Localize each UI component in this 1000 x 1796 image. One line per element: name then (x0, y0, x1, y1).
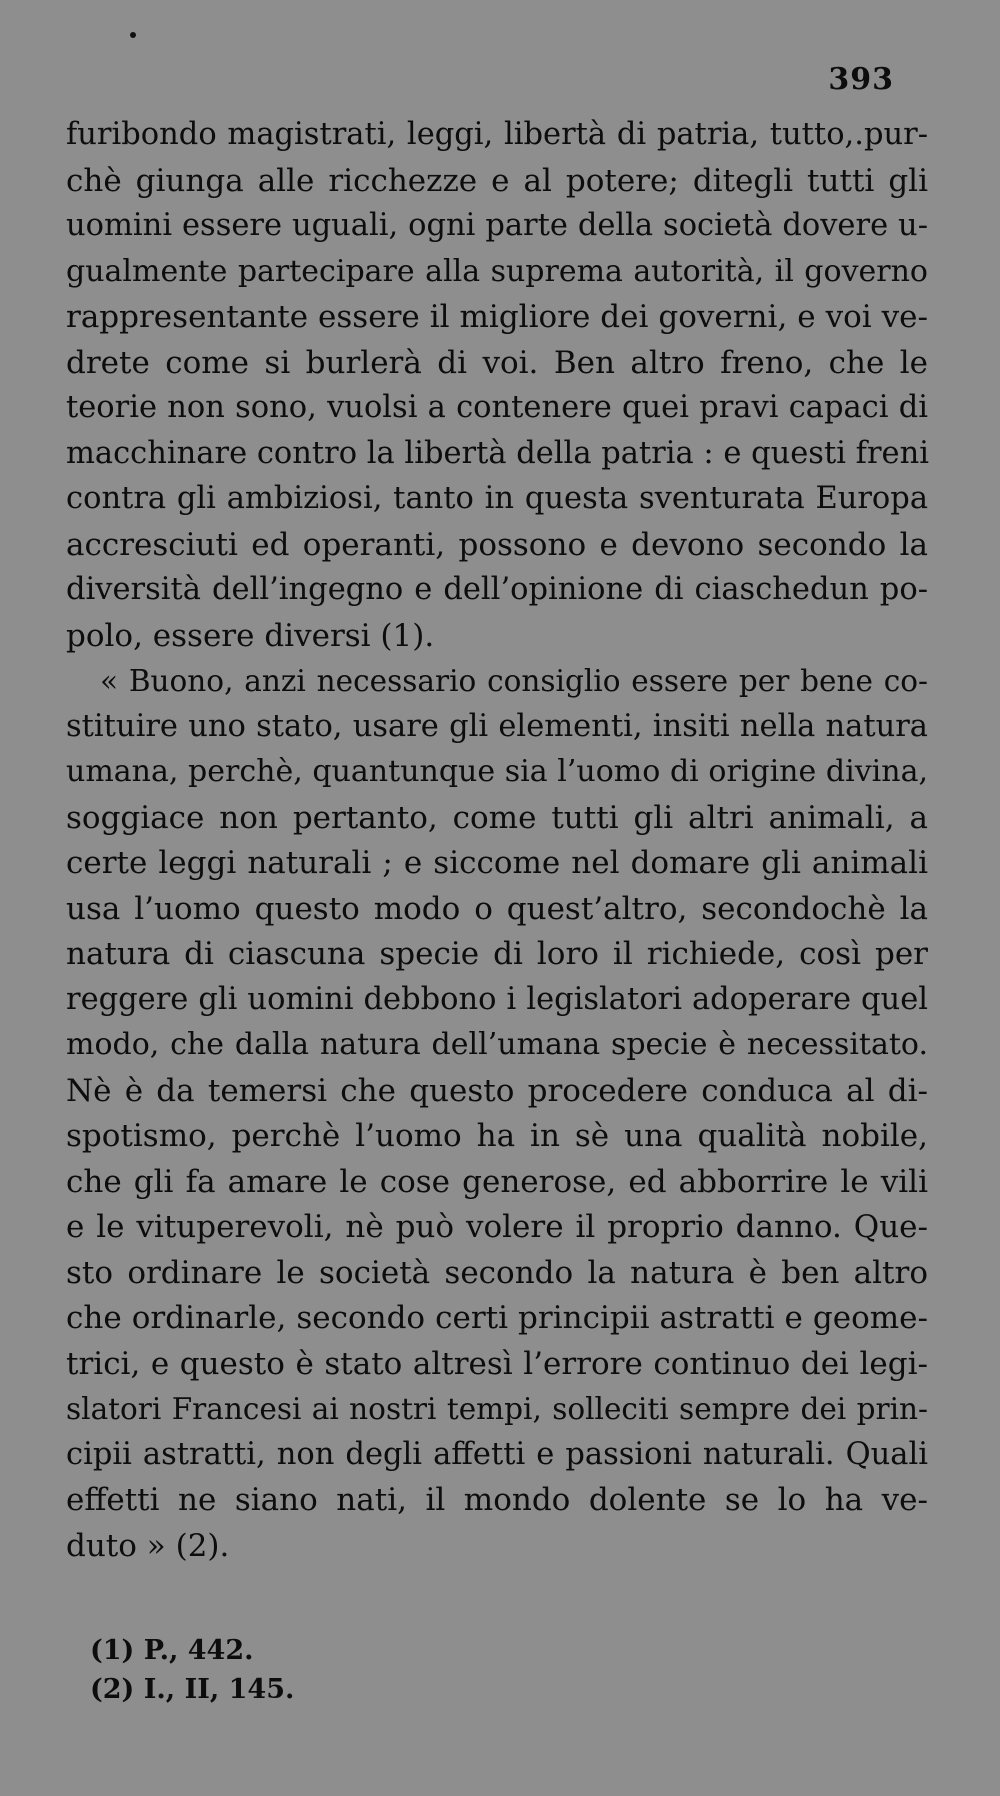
text-line: trici, e questo è stato altresì l’errore continuo dei legi- (66, 1346, 928, 1382)
text-line: uomini essere uguali, ogni parte della società dovere u- (66, 208, 928, 243)
text-line: gualmente partecipare alla suprema autorità, il governo (66, 254, 928, 289)
text-line: umana, perchè, quantunque sia l’uomo di origine divina, (66, 754, 928, 789)
text-line: certe leggi naturali ; e siccome nel domare gli animali (66, 845, 928, 881)
text-line: slatori Francesi ai nostri tempi, solleciti sempre dei prin- (66, 1392, 928, 1426)
text-line: diversità dell’ingegno e dell’opinione di ciaschedun po- (66, 572, 928, 607)
text-line: chè giunga alle ricchezze e al potere; ditegli tutti gli (66, 163, 928, 199)
text-line: che ordinarle, secondo certi principii astratti e geome- (66, 1300, 928, 1336)
text-line: natura di ciascuna specie di loro il richiede, così per (66, 936, 928, 972)
text-line: macchinare contro la libertà della patria : e questi freni (66, 436, 929, 471)
footnote: (2) I., II, 145. (90, 1674, 295, 1705)
text-line: e le vituperevoli, nè può volere il proprio danno. Que- (66, 1209, 928, 1245)
text-line: effetti ne siano nati, il mondo dolente se lo ha ve- (66, 1482, 928, 1518)
text-line: polo, essere diversi (1). (66, 618, 435, 654)
text-line: soggiace non pertanto, come tutti gli altri animali, a (66, 800, 928, 836)
page-number: 393 (828, 62, 894, 97)
text-line: contra gli ambiziosi, tanto in questa sventurata Europa (66, 481, 928, 516)
text-line: che gli fa amare le cose generose, ed abborrire le vili (66, 1164, 928, 1200)
text-line: modo, che dalla natura dell’umana specie è necessitato. (66, 1027, 928, 1062)
text-line: accresciuti ed operanti, possono e devono secondo la (66, 527, 928, 563)
text-line: sto ordinare le società secondo la natura è ben altro (66, 1255, 928, 1291)
footnote: (1) P., 442. (90, 1635, 254, 1666)
text-line: duto » (2). (66, 1528, 230, 1564)
text-line: usa l’uomo questo modo o quest’altro, secondochè la (66, 891, 928, 927)
text-line: cipii astratti, non degli affetti e passioni naturali. Quali (66, 1437, 928, 1472)
text-line: rappresentante essere il migliore dei governi, e voi ve- (66, 299, 928, 335)
text-line: furibondo magistrati, leggi, libertà di patria, tutto,.pur- (66, 117, 928, 152)
ink-speck (130, 32, 136, 38)
text-line: drete come si burlerà di voi. Ben altro freno, che le (66, 345, 928, 381)
text-line: stituire uno stato, usare gli elementi, insiti nella natura (66, 709, 928, 744)
text-line: spotismo, perchè l’uomo ha in sè una qualità nobile, (66, 1118, 928, 1154)
text-line: Nè è da temersi che questo procedere conduca al di- (66, 1073, 928, 1109)
text-line: reggere gli uomini debbono i legislatori adoperare quel (66, 982, 928, 1017)
text-line: « Buono, anzi necessario consiglio essere per bene co- (100, 664, 928, 698)
text-line: teorie non sono, vuolsi a contenere quei pravi capaci di (66, 390, 928, 425)
